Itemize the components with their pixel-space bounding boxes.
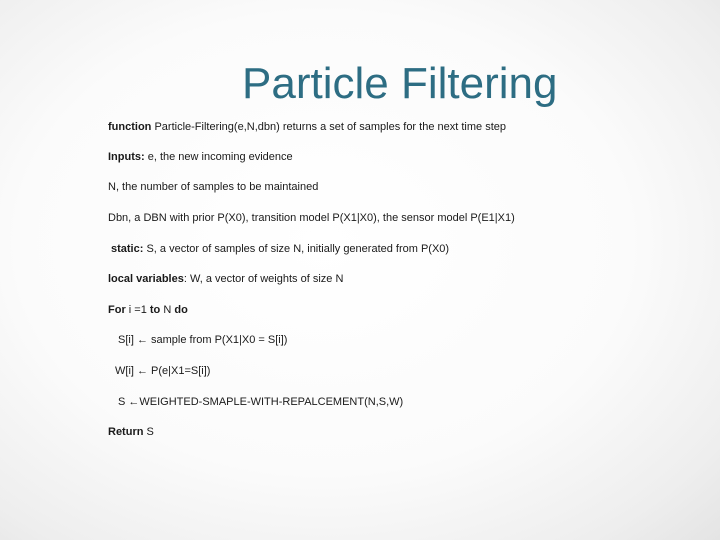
sample-step-line [118, 333, 287, 347]
input-n-line [108, 180, 318, 194]
local-variables-text: : W, a vector of weights of size N [183, 273, 344, 285]
resample-step-text: S ←WEIGHTED-SMAPLE-WITH-REPALCEMENT(N,S,W) [118, 396, 404, 408]
input-dbn-text: Dbn, a DBN with prior P(X0), transition model P(X1|X0), the sensor model P(E1|X1) [108, 212, 515, 224]
return-keyword: Return [108, 426, 144, 438]
function-signature-line [108, 120, 506, 134]
inputs-line [108, 150, 293, 164]
for-keyword: For [108, 304, 126, 316]
local-variables-line [108, 272, 343, 286]
return-text: S [143, 426, 154, 438]
for-loop-line [108, 303, 188, 317]
weight-step-line [115, 364, 210, 378]
slide-title: Particle Filtering [242, 59, 558, 108]
resample-step-line [118, 395, 403, 409]
inputs-text: e, the new incoming evidence [144, 151, 293, 163]
inputs-keyword: Inputs: [108, 151, 145, 163]
sample-step-text: S[i] ← sample from P(X1|X0 = S[i]) [118, 334, 288, 346]
static-keyword: static: [111, 243, 144, 255]
weight-step-text: W[i] ← P(e|X1=S[i]) [115, 365, 211, 377]
to-keyword: to [149, 304, 161, 316]
for-range-end: N [160, 304, 175, 316]
static-line [111, 242, 449, 256]
for-range-start: i =1 [125, 304, 150, 316]
input-n-text: N, the number of samples to be maintained [108, 181, 319, 193]
do-keyword: do [174, 304, 188, 316]
input-dbn-line [108, 211, 515, 225]
static-text: S, a vector of samples of size N, initially generated from P(X0) [143, 243, 450, 255]
function-keyword: function [108, 121, 152, 133]
return-line [108, 425, 154, 439]
local-variables-keyword: local variables [108, 273, 184, 285]
function-signature-text: Particle-Filtering(e,N,dbn) returns a set of samples for the next time step [151, 121, 506, 133]
